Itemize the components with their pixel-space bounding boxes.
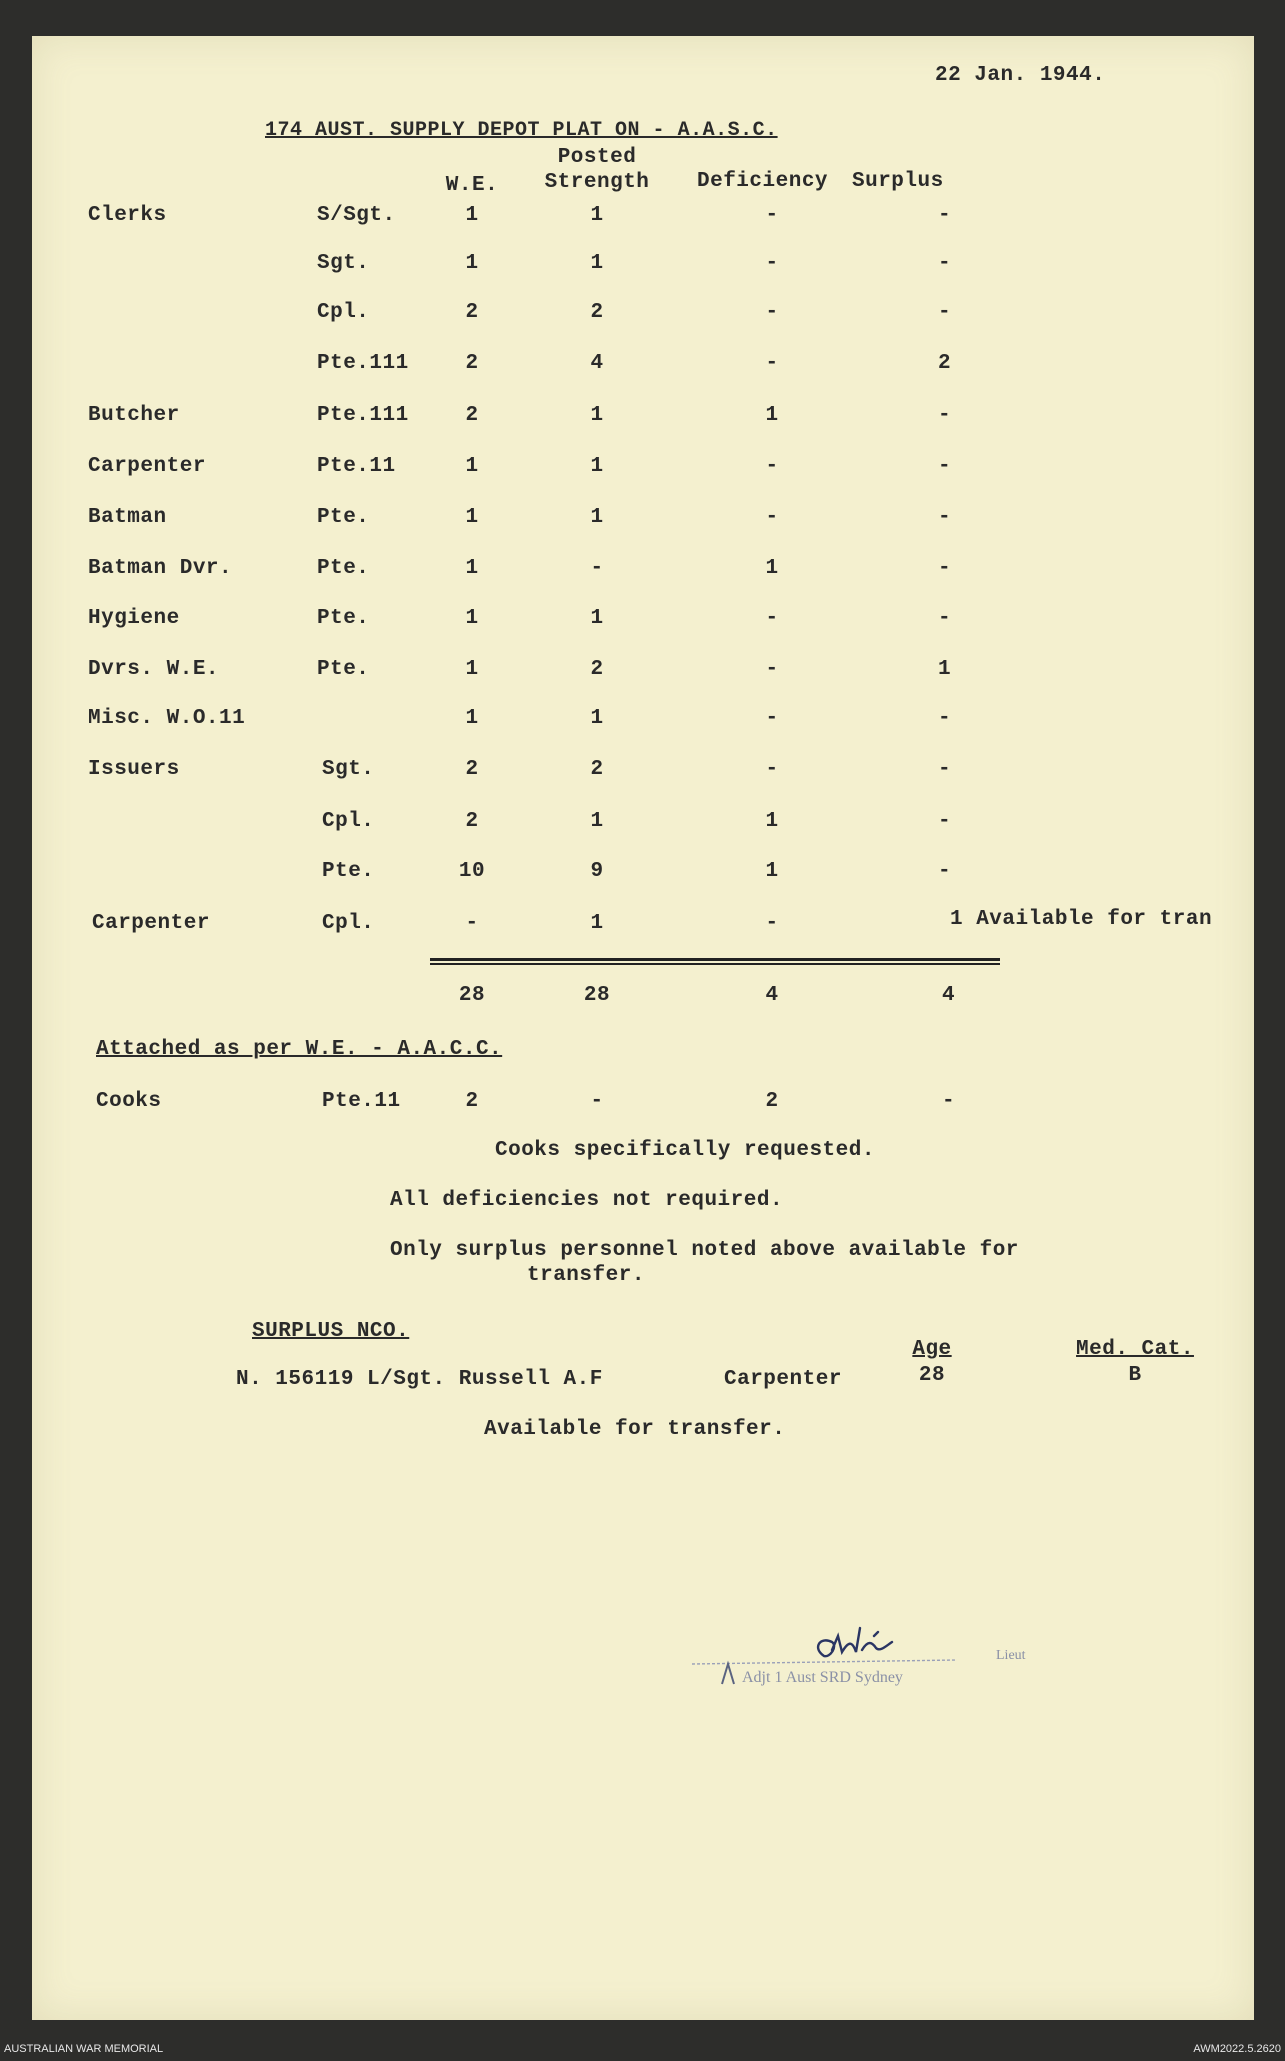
- we-cell: 1: [465, 557, 479, 580]
- deficiency-cell: 2: [765, 1090, 779, 1113]
- surplus-cell: -: [938, 404, 952, 427]
- posted-cell: 1: [590, 455, 604, 478]
- we-cell: 1: [465, 455, 479, 478]
- rank-cell: Pte.: [317, 557, 370, 580]
- note-surplus-line1: Only surplus personnel noted above available for: [390, 1239, 1019, 1262]
- we-cell: 2: [465, 810, 479, 833]
- trade-cell: Misc. W.O.11: [88, 707, 246, 730]
- we-cell: 1: [465, 707, 479, 730]
- deficiency-cell: -: [765, 455, 779, 478]
- trade-cell: Carpenter: [92, 912, 210, 935]
- surplus-cell: -: [938, 810, 952, 833]
- nco-trade: Carpenter: [724, 1368, 842, 1391]
- rank-cell: Sgt.: [322, 758, 375, 781]
- surplus-cell: -: [938, 707, 952, 730]
- surplus-cell: -: [938, 506, 952, 529]
- rank-cell: Pte.111: [317, 404, 409, 427]
- total-posted: 28: [583, 984, 611, 1007]
- surplus-cell: -: [938, 301, 952, 324]
- deficiency-cell: -: [765, 301, 779, 324]
- surplus-cell: 1 Available for tran: [950, 908, 1213, 931]
- posted-cell: -: [590, 557, 604, 580]
- posted-cell: 1: [590, 404, 604, 427]
- rank-cell: Pte.: [317, 658, 370, 681]
- deficiency-cell: -: [765, 758, 779, 781]
- we-cell: 1: [465, 204, 479, 227]
- deficiency-cell: -: [765, 352, 779, 375]
- we-cell: 10: [458, 860, 486, 883]
- we-cell: 2: [465, 301, 479, 324]
- rank-cell: Pte.: [317, 506, 370, 529]
- we-cell: 2: [465, 404, 479, 427]
- rank-cell: Pte.11: [317, 455, 396, 478]
- posted-cell: 2: [590, 301, 604, 324]
- total-surplus: 4: [942, 984, 956, 1007]
- document-page: [32, 36, 1254, 2020]
- deficiency-cell: -: [765, 658, 779, 681]
- rank-cell: Pte.11: [322, 1090, 401, 1113]
- surplus-cell: -: [938, 557, 952, 580]
- totals-rule: [430, 958, 1000, 961]
- rank-cell: Cpl.: [322, 912, 375, 935]
- deficiency-cell: 1: [765, 810, 779, 833]
- posted-cell: -: [590, 1090, 604, 1113]
- document-date: 22 Jan. 1944.: [935, 64, 1106, 87]
- rank-cell: S/Sgt.: [317, 204, 396, 227]
- posted-cell: 1: [590, 810, 604, 833]
- header-we: W.E.: [445, 174, 499, 197]
- deficiency-cell: -: [765, 506, 779, 529]
- posted-cell: 4: [590, 352, 604, 375]
- surplus-cell: -: [938, 455, 952, 478]
- surplus-cell: -: [938, 252, 952, 275]
- we-cell: 1: [465, 506, 479, 529]
- note-deficiencies: All deficiencies not required.: [390, 1189, 784, 1212]
- trade-cell: Cooks: [96, 1090, 162, 1113]
- rank-cell: Pte.111: [317, 352, 409, 375]
- trade-cell: Clerks: [88, 204, 167, 227]
- surplus-cell: 1: [938, 658, 952, 681]
- we-cell: -: [465, 912, 479, 935]
- age-label: Age: [912, 1338, 952, 1361]
- deficiency-cell: 1: [765, 860, 779, 883]
- surplus-nco-heading: SURPLUS NCO.: [252, 1320, 410, 1343]
- posted-cell: 9: [590, 860, 604, 883]
- posted-cell: 1: [590, 252, 604, 275]
- attached-heading: Attached as per W.E. - A.A.C.C.: [96, 1038, 503, 1061]
- trade-cell: Butcher: [88, 404, 180, 427]
- deficiency-cell: 1: [765, 404, 779, 427]
- trade-cell: Hygiene: [88, 607, 180, 630]
- note-surplus-line2: transfer.: [527, 1264, 645, 1287]
- rank-cell: Sgt.: [317, 252, 370, 275]
- trade-cell: Carpenter: [88, 455, 206, 478]
- posted-cell: 1: [590, 506, 604, 529]
- header-deficiency: Deficiency: [697, 170, 829, 193]
- total-we: 28: [458, 984, 486, 1007]
- trade-cell: Batman: [88, 506, 167, 529]
- we-cell: 2: [465, 1090, 479, 1113]
- totals-rule-lower: [430, 963, 1000, 965]
- surplus-cell: -: [938, 204, 952, 227]
- surplus-cell: -: [938, 607, 952, 630]
- medcat-value: B: [1128, 1364, 1142, 1387]
- rank-cell: Pte.: [322, 860, 375, 883]
- deficiency-cell: -: [765, 204, 779, 227]
- surplus-cell: -: [942, 1090, 956, 1113]
- deficiency-cell: -: [765, 252, 779, 275]
- deficiency-cell: -: [765, 607, 779, 630]
- posted-cell: 1: [590, 707, 604, 730]
- nco-entry: N. 156119 L/Sgt. Russell A.F: [236, 1368, 603, 1391]
- posted-cell: 2: [590, 758, 604, 781]
- we-cell: 2: [465, 758, 479, 781]
- trade-cell: Batman Dvr.: [88, 557, 233, 580]
- signature-stamp: Adjt 1 Aust SRD Sydney: [742, 1669, 903, 1686]
- total-deficiency: 4: [765, 984, 779, 1007]
- deficiency-cell: -: [765, 912, 779, 935]
- nco-availability: Available for transfer.: [484, 1418, 786, 1441]
- surplus-cell: -: [938, 860, 952, 883]
- rank-cell: Cpl.: [322, 810, 375, 833]
- document-title: 174 AUST. SUPPLY DEPOT PLAT ON - A.A.S.C.: [265, 119, 778, 142]
- header-posted-line2: Strength: [544, 171, 650, 194]
- header-surplus: Surplus: [852, 170, 944, 193]
- medcat-label: Med. Cat.: [1076, 1338, 1194, 1361]
- rank-cell: Pte.: [317, 607, 370, 630]
- note-cooks-requested: Cooks specifically requested.: [495, 1139, 875, 1162]
- surplus-cell: -: [938, 758, 952, 781]
- we-cell: 1: [465, 607, 479, 630]
- we-cell: 1: [465, 658, 479, 681]
- age-value: 28: [918, 1364, 946, 1387]
- header-posted-line1: Posted: [557, 146, 637, 169]
- footer-left: AUSTRALIAN WAR MEMORIAL: [4, 2043, 164, 2055]
- posted-cell: 1: [590, 204, 604, 227]
- posted-cell: 1: [590, 912, 604, 935]
- deficiency-cell: 1: [765, 557, 779, 580]
- posted-cell: 2: [590, 658, 604, 681]
- signature-rank: Lieut: [996, 1648, 1026, 1663]
- we-cell: 1: [465, 252, 479, 275]
- rank-cell: Cpl.: [317, 301, 370, 324]
- trade-cell: Issuers: [88, 758, 180, 781]
- surplus-cell: 2: [938, 352, 952, 375]
- deficiency-cell: -: [765, 707, 779, 730]
- footer-right: AWM2022.5.2620: [1193, 2043, 1281, 2055]
- posted-cell: 1: [590, 607, 604, 630]
- we-cell: 2: [465, 352, 479, 375]
- trade-cell: Dvrs. W.E.: [88, 658, 220, 681]
